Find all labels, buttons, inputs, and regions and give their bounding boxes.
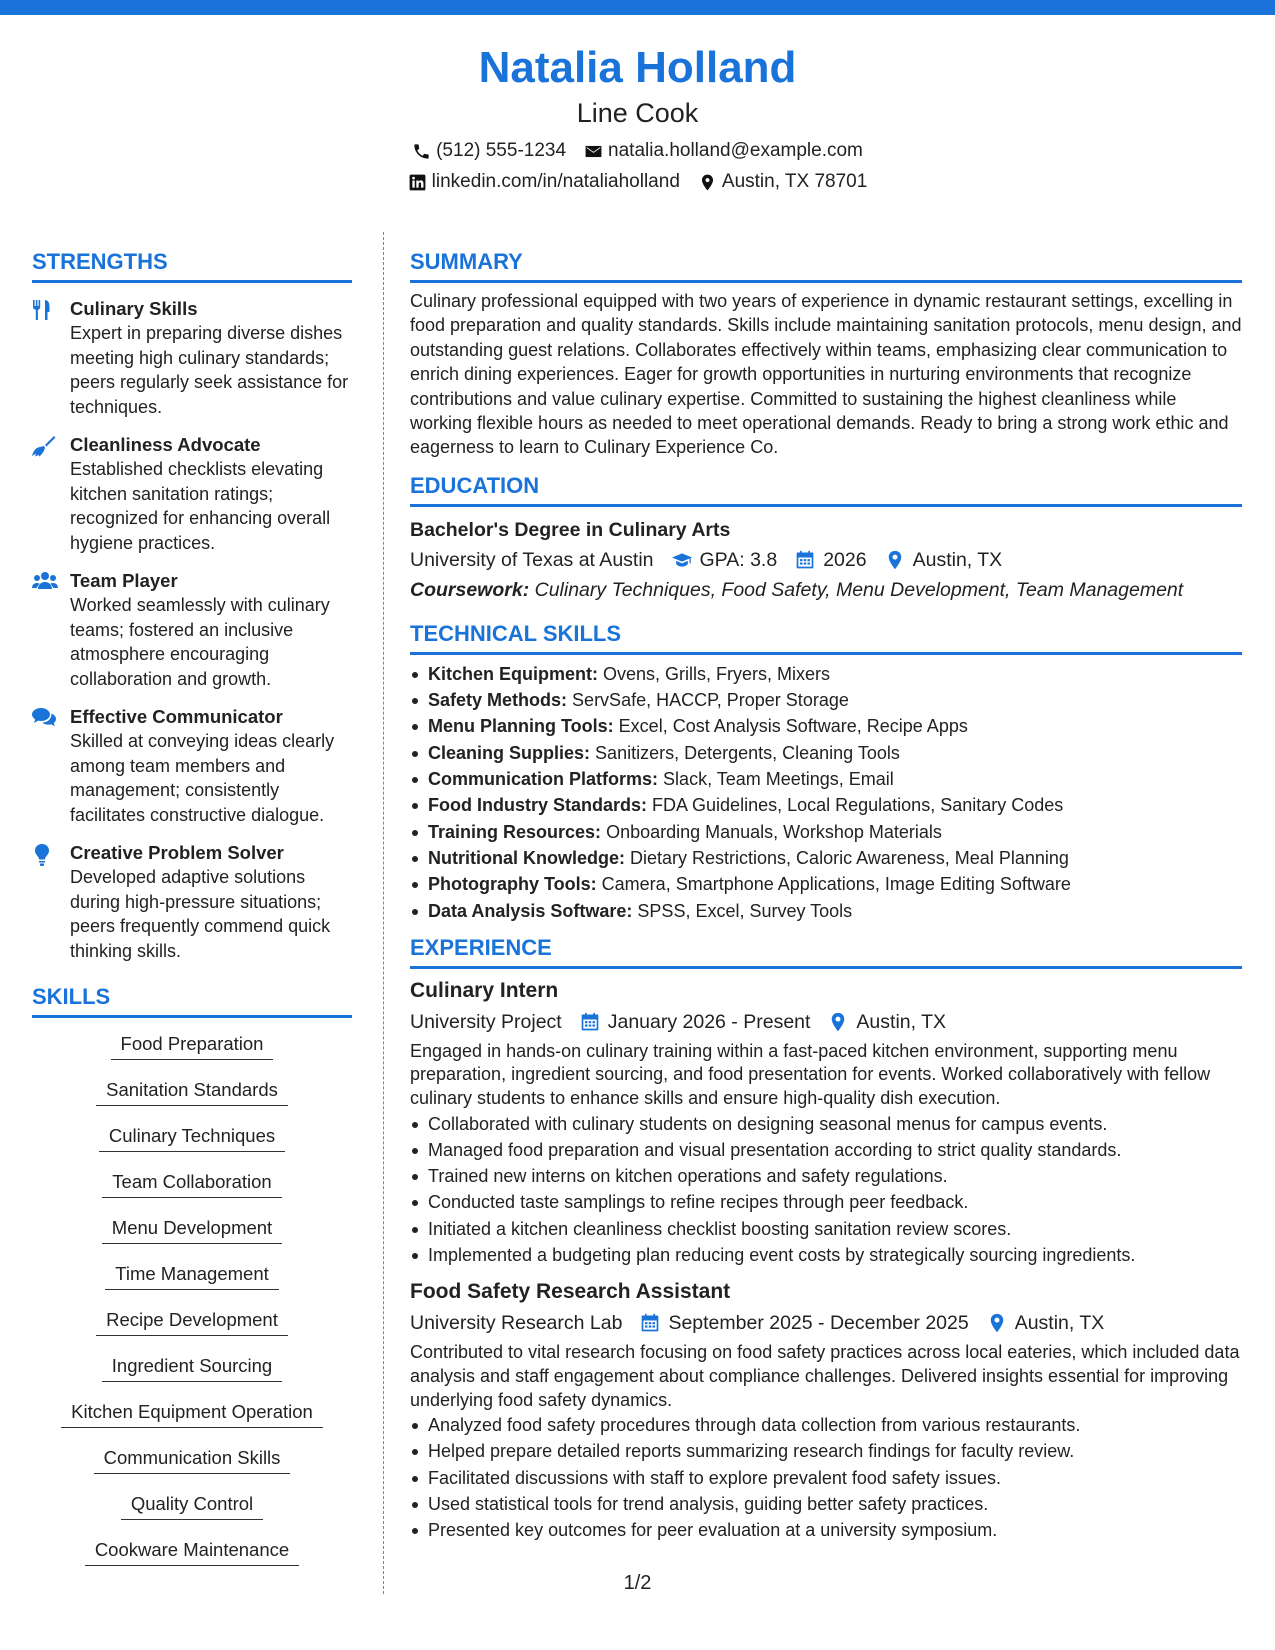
gpa-text: GPA: 3.8 [699,548,778,571]
strength-description: Expert in preparing diverse dishes meeting high culinary standards; peers regularly seek assistance for techniques. [70,323,349,417]
skill-tag: Culinary Techniques [99,1124,285,1152]
list-item: Analyzed food safety procedures through data collection from various restaurants. [410,1412,1242,1438]
coursework-list: Culinary Techniques, Food Safety, Menu Development, Team Management [534,578,1184,601]
list-item: Kitchen Equipment: Ovens, Grills, Fryers, Mixers [410,661,1242,687]
users-icon [32,571,58,591]
page-number: 1/2 [623,1572,652,1594]
education-meta [410,546,1242,574]
strength-item [32,569,352,691]
technical-skills-list [410,661,1242,924]
job-title: Line Cook [576,98,699,128]
calendar-icon [795,550,815,570]
job-dates: September 2025 - December 2025 [668,1312,969,1335]
email-contact[interactable] [584,138,863,164]
skill-tag: Ingredient Sourcing [102,1354,282,1382]
skill-tag: Sanitation Standards [96,1078,288,1106]
map-marker-icon [987,1313,1007,1333]
graduation-cap-icon [672,550,692,570]
job-description: Contributed to vital research focusing on food safety practices across local eateries, which included data analysis and staff engagement about compliance challenges. Delivered insights essential for improving underlying food safety dynamics. [410,1342,1240,1410]
comments-icon [32,707,56,727]
left-column [32,248,352,1584]
job-entry [410,1278,1242,1543]
contact-row-1 [0,138,1275,164]
list-item: Training Resources: Onboarding Manuals, Workshop Materials [410,819,1242,845]
linkedin-contact[interactable] [408,169,680,195]
list-item: Used statistical tools for trend analysis, guiding better safety practices. [410,1491,1242,1517]
list-item: Presented key outcomes for peer evaluation at a university symposium. [410,1517,1242,1543]
experience-heading: EXPERIENCE [410,934,1242,969]
contact-row-2 [0,169,1275,195]
job-position: Culinary Intern [410,978,559,1002]
skill-tag: Team Collaboration [102,1170,281,1198]
list-item: Food Industry Standards: FDA Guidelines, Local Regulations, Sanitary Codes [410,792,1242,818]
strength-title: Effective Communicator [70,706,283,727]
list-item: Implemented a budgeting plan reducing event costs by strategically sourcing ingredients. [410,1242,1242,1268]
job-organization: University Research Lab [410,1312,623,1335]
skill-tag: Food Preparation [111,1032,274,1060]
list-item: Safety Methods: ServSafe, HACCP, Proper Storage [410,687,1242,713]
job-position: Food Safety Research Assistant [410,1280,731,1304]
list-item: Data Analysis Software: SPSS, Excel, Survey Tools [410,898,1242,924]
column-divider [383,232,384,1594]
strength-description: Developed adaptive solutions during high-pressure situations; peers frequently commend quick thinking skills. [70,867,331,961]
broom-icon [32,435,56,457]
list-item: Trained new interns on kitchen operations and safety regulations. [410,1163,1242,1189]
list-item: Photography Tools: Camera, Smartphone Applications, Image Editing Software [410,871,1242,897]
utensils-icon [32,299,52,321]
phone-text: (512) 555-1234 [436,140,567,161]
list-item: Collaborated with culinary students on designing seasonal menus for campus events. [410,1111,1242,1137]
candidate-name: Natalia Holland [478,43,797,92]
calendar-icon [640,1313,660,1333]
school-name: University of Texas at Austin [410,548,654,571]
job-bullets [410,1111,1242,1269]
location-text: Austin, TX 78701 [721,171,868,192]
job-organization: University Project [410,1010,562,1033]
strength-title: Culinary Skills [70,298,198,319]
location-contact [698,169,867,195]
summary-text: Culinary professional equipped with two years of experience in dynamic restaurant settings, excelling in food preparation and quality standards. Skills include maintaining sanitation protocols, menu design, and outstanding guest relations. Collaborates effectively within teams, emphasizing clear communication to enrich dining experiences. Eager for growth opportunities in nurturing environments that recognize contributions and value culinary expertise. Committed to sustaining the highest cleanliness while working flexible hours as needed to meet operational demands. Ready to bring a strong work ethic and eagerness to learn to Culinary Experience Co. [410,291,1242,458]
strength-title: Cleanliness Advocate [70,434,261,455]
linkedin-icon [408,173,427,192]
strength-description: Worked seamlessly with culinary teams; fostered an inclusive atmosphere encouraging collaboration and growth. [70,595,330,689]
job-bullets [410,1412,1242,1543]
resume-header [0,42,1275,195]
skill-tag: Communication Skills [94,1446,291,1474]
strength-item [32,297,352,419]
top-accent-bar [0,0,1275,15]
map-marker-icon [885,550,905,570]
email-text: natalia.holland@example.com [608,140,863,161]
skill-tag: Time Management [105,1262,279,1290]
graduation-year: 2026 [823,548,867,571]
list-item: Communication Platforms: Slack, Team Meetings, Email [410,766,1242,792]
job-location: Austin, TX [1014,1312,1105,1335]
skill-tag: Recipe Development [96,1308,288,1336]
map-marker-icon [698,173,717,192]
skill-tag: Quality Control [121,1492,263,1520]
skills-heading: SKILLS [32,983,352,1018]
list-item: Managed food preparation and visual presentation according to strict quality standards. [410,1137,1242,1163]
strength-item [32,841,352,963]
phone-contact[interactable] [412,138,566,164]
skills-list [32,1032,352,1584]
linkedin-text: linkedin.com/in/nataliaholland [431,171,680,192]
list-item: Nutritional Knowledge: Dietary Restrictions, Caloric Awareness, Meal Planning [410,845,1242,871]
strength-description: Established checklists elevating kitchen sanitation ratings; recognized for enhancing overall hygiene practices. [70,459,331,553]
education-heading: EDUCATION [410,472,1242,507]
job-entry [410,977,1242,1269]
coursework-line [410,576,1242,604]
summary-heading: SUMMARY [410,248,1242,283]
map-marker-icon [828,1012,848,1032]
skill-tag: Menu Development [102,1216,282,1244]
list-item: Cleaning Supplies: Sanitizers, Detergents, Cleaning Tools [410,740,1242,766]
strengths-heading: STRENGTHS [32,248,352,283]
envelope-icon [584,142,603,161]
strength-description: Skilled at conveying ideas clearly among team members and management; consistently facilitates constructive dialogue. [70,731,335,825]
skill-tag: Cookware Maintenance [85,1538,299,1566]
technical-skills-heading: TECHNICAL SKILLS [410,620,1242,655]
job-meta [410,1309,1242,1337]
list-item: Helped prepare detailed reports summarizing research findings for faculty review. [410,1438,1242,1464]
strength-item [32,705,352,827]
coursework-label: Coursework: [410,578,530,601]
skill-tag: Kitchen Equipment Operation [61,1400,323,1428]
strength-title: Team Player [70,570,178,591]
list-item: Conducted taste samplings to refine recipes through peer feedback. [410,1189,1242,1215]
strength-item [32,433,352,555]
list-item: Facilitated discussions with staff to explore prevalent food safety issues. [410,1465,1242,1491]
education-location: Austin, TX [912,548,1003,571]
lightbulb-icon [32,843,52,867]
job-meta [410,1008,1242,1036]
list-item: Menu Planning Tools: Excel, Cost Analysis Software, Recipe Apps [410,713,1242,739]
right-column [410,248,1242,1544]
calendar-icon [580,1012,600,1032]
phone-icon [412,142,431,161]
list-item: Initiated a kitchen cleanliness checklist boosting sanitation review scores. [410,1216,1242,1242]
strength-title: Creative Problem Solver [70,842,284,863]
job-description: Engaged in hands-on culinary training within a fast-paced kitchen environment, supporting menu preparation, ingredient sourcing, and food presentation for events. Worked collaboratively with fellow culinary students to enhance skills and ensure high-quality dish execution. [410,1040,1211,1108]
degree-title: Bachelor's Degree in Culinary Arts [410,518,731,541]
job-dates: January 2026 - Present [607,1010,811,1033]
job-location: Austin, TX [856,1010,947,1033]
